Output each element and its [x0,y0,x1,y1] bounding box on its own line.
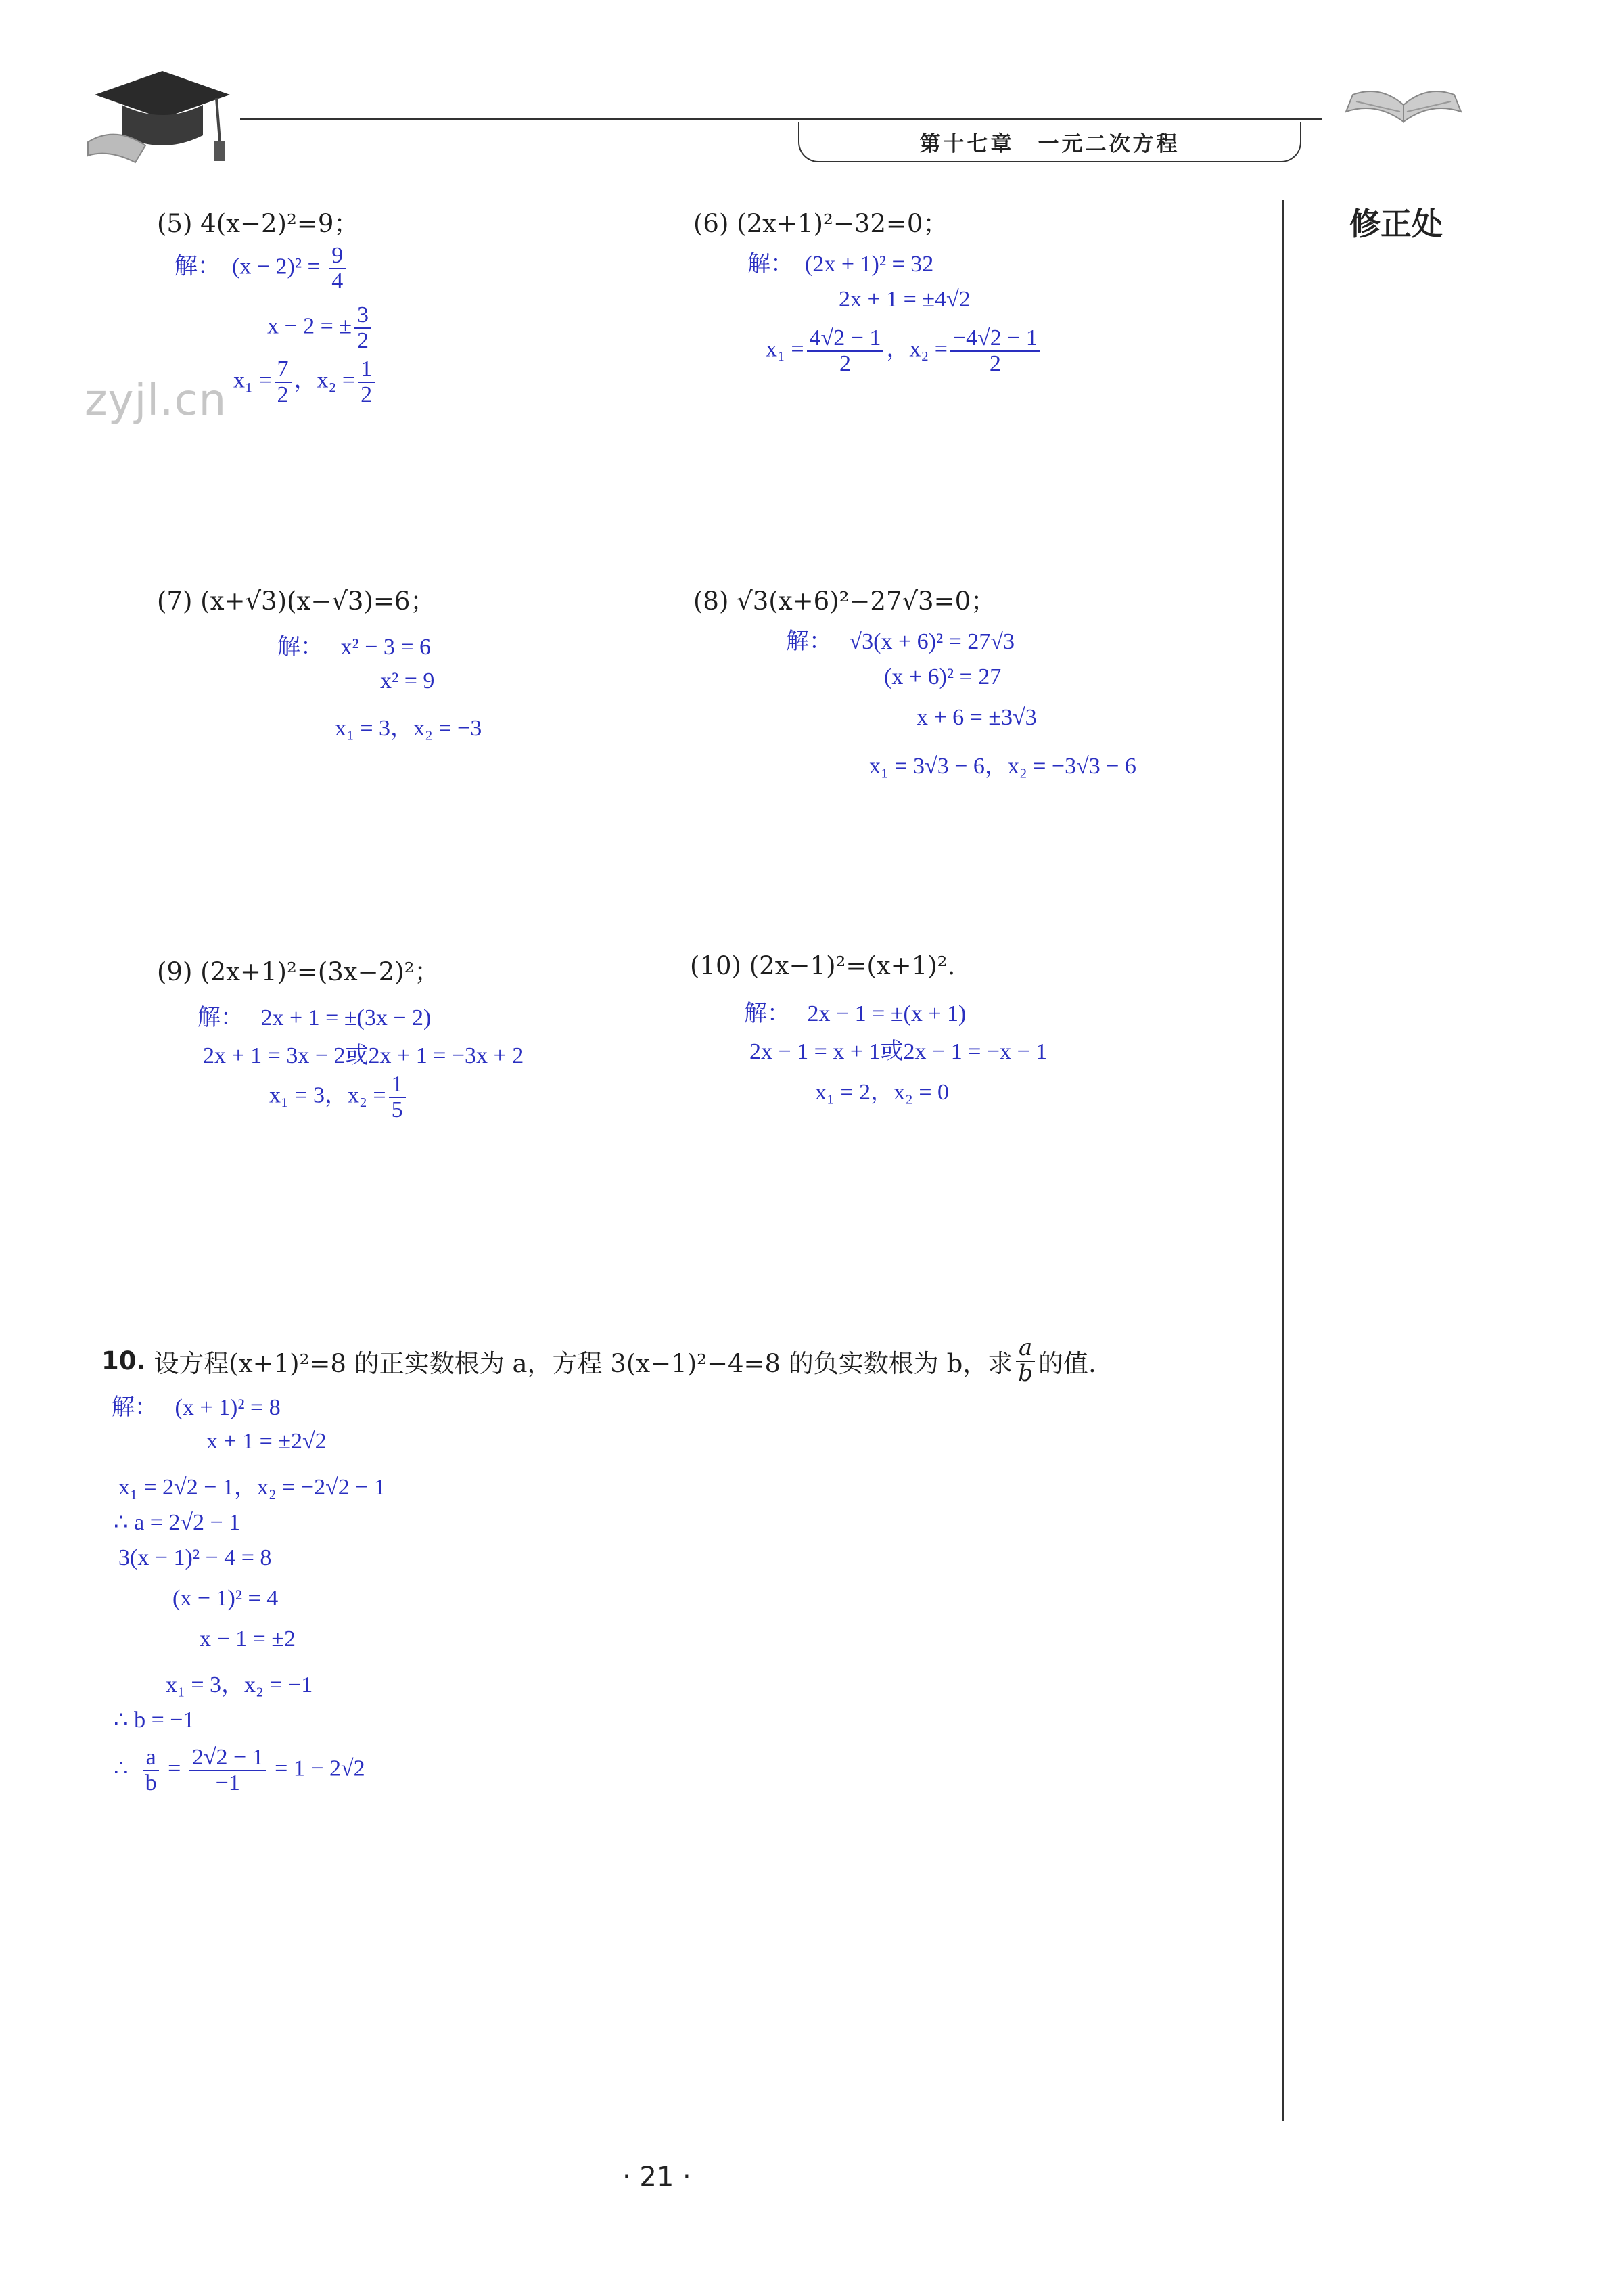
correction-area-title: 修正处 [1349,206,1443,242]
p9-step-2: 2x + 1 = 3x − 2或2x + 1 = −3x + 2 [203,1043,524,1068]
p8-step-2: (x + 6)² = 27 [884,664,1002,689]
p6-step-1: 解： (2x + 1)² = 32 [747,250,934,277]
q10-line-9: ∴ b = −1 [114,1708,195,1733]
q10-line-10: ∴ $\frac{a}{b}$ = $\frac{2√2 - 1}{-1}$ = 1 − 2√2 [114,1745,365,1796]
problem-7: (7) (x+√3)(x−√3)=6； [157,587,436,616]
p7-step-3: x₁ = 3，x₂ = −3 [335,716,482,741]
p8-step-3: x + 6 = ±3√3 [917,705,1037,730]
open-book-icon [1343,74,1464,129]
problem-10: (10) (2x−1)²=(x+1)². [690,951,956,980]
p5-step-1: 解： (x − 2)² = $\frac{9}{4}$ [175,244,348,293]
problem-8: (8) √3(x+6)²−27√3=0； [693,587,996,616]
question-10: 10. 设方程(x+1)²=8 的正实数根为 a，方程 3(x−1)²−4=8 的负实数根为 b，求 $\frac{a}{b}$ 的值. [101,1334,1096,1387]
watermark: zyjl.cn [85,375,227,426]
p8-step-1: 解： √3(x + 6)² = 27√3 [786,628,1015,655]
p9-step-1: 解： 2x + 1 = ±(3x − 2) [198,1004,432,1031]
q10-line-6: (x − 1)² = 4 [172,1586,279,1611]
q10-line-3: x₁ = 2√2 − 1，x₂ = −2√2 − 1 [118,1475,386,1500]
p9-step-3: x₁ = 3，x₂ = $\frac{1}{5}$ [269,1072,409,1122]
margin-divider [1282,200,1284,2121]
q10-line-5: 3(x − 1)² − 4 = 8 [118,1545,272,1570]
problem-6: (6) (2x+1)²−32=0； [693,209,948,238]
page-number: · 21 · [622,2162,691,2193]
graduation-cap-icon [81,61,237,169]
problem-5: (5) 4(x−2)²=9； [157,209,359,238]
p7-step-1: 解： x² − 3 = 6 [277,633,432,660]
p6-step-3: x₁ = $\frac{4√2 - 1}{2}$ ，x₂ = $\frac{-4√2 - 1}{2}$ [766,326,1043,375]
p5-step-3: x₁ = $\frac{7}{2}$ ，x₂ = $\frac{1}{2}$ [233,357,377,407]
q10-line-1: 解： (x + 1)² = 8 [112,1394,281,1421]
p10-step-2: 2x − 1 = x + 1或2x − 1 = −x − 1 [749,1039,1048,1064]
q10-line-4: ∴ a = 2√2 − 1 [114,1510,241,1535]
p10-step-3: x₁ = 2，x₂ = 0 [815,1080,950,1105]
q10-line-8: x₁ = 3，x₂ = −1 [166,1672,313,1697]
chapter-title: 第十七章 一元二次方程 [798,122,1301,162]
q10-line-2: x + 1 = ±2√2 [206,1429,327,1454]
q10-line-7: x − 1 = ±2 [200,1626,296,1651]
p10-step-1: 解： 2x − 1 = ±(x + 1) [744,1000,967,1027]
p5-step-2: x − 2 = ± $\frac{3}{2}$ [267,303,374,352]
p8-step-4: x₁ = 3√3 − 6，x₂ = −3√3 − 6 [869,754,1136,779]
problem-9: (9) (2x+1)²=(3x−2)²； [157,957,440,986]
p7-step-2: x² = 9 [380,668,435,693]
p6-step-2: 2x + 1 = ±4√2 [839,287,971,312]
header-rule [240,118,1322,120]
